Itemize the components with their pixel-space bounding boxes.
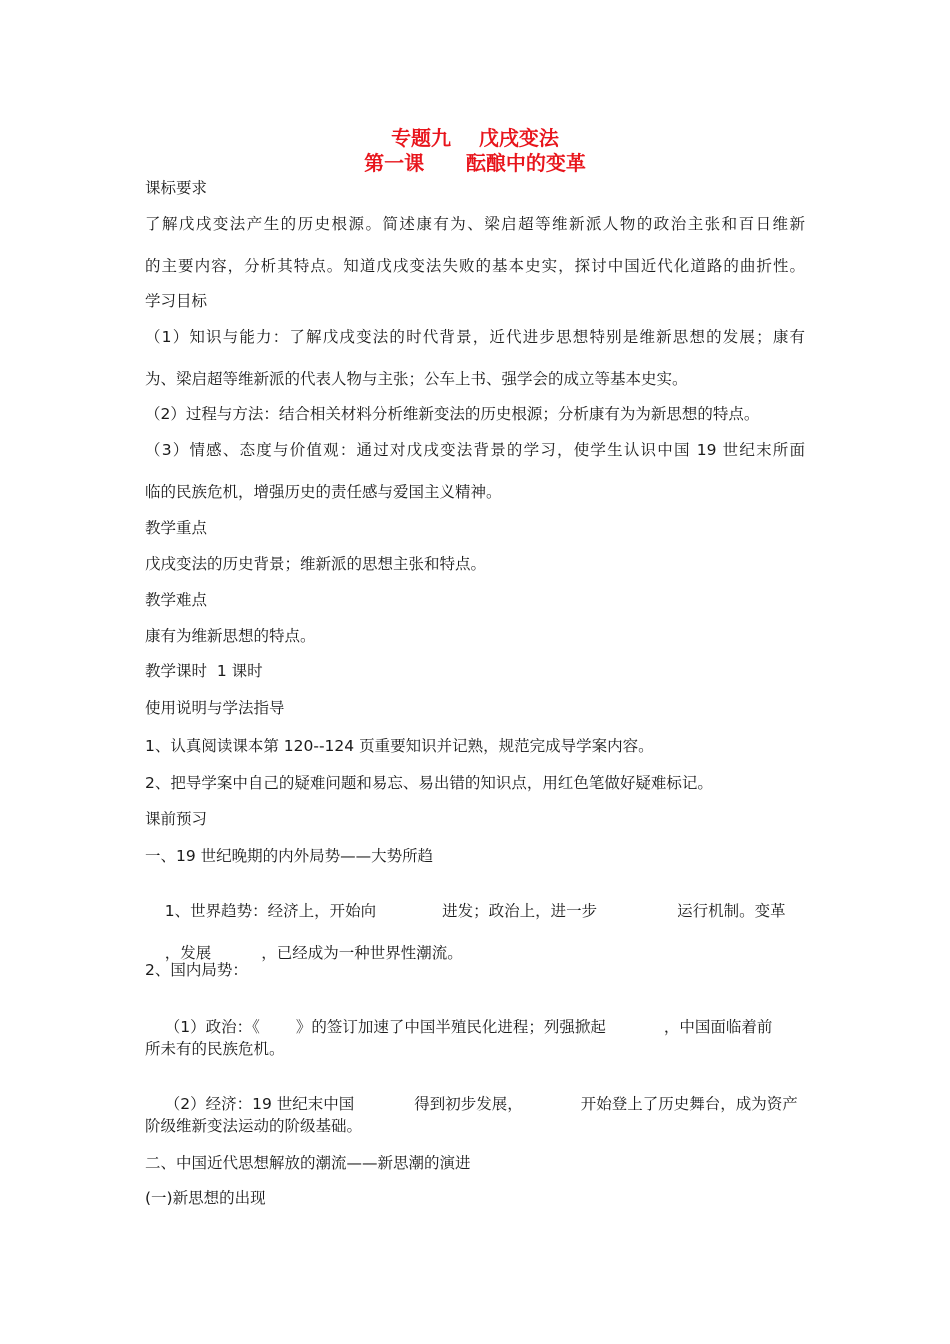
politics-line-2: 所未有的民族危机。	[145, 1040, 285, 1058]
politics-text-1: （1）政治：《	[164, 1018, 260, 1036]
mubiao-item-1b: 为、梁启超等维新派的代表人物与主张；公车上书、强学会的成立等基本史实。	[145, 370, 688, 388]
section-heading-mubiao: 学习目标	[145, 292, 208, 310]
economy-line-2: 阶级维新变法运动的阶级基础。	[145, 1117, 363, 1135]
mubiao-item-3b: 临的民族危机，增强历史的责任感与爱国主义精神。	[145, 483, 502, 501]
mubiao-item-1a: （1）知识与能力：了解戊戌变法的时代背景，近代进步思想特别是维新思想的发展；康有	[145, 328, 805, 346]
part1-heading: 一、19 世纪晚期的内外局势——大势所趋	[145, 847, 434, 865]
part2-subheading-1: (一)新思想的出现	[145, 1189, 266, 1207]
section-heading-yuxi: 课前预习	[145, 810, 208, 828]
mubiao-item-2: （2）过程与方法：结合相关材料分析维新变法的历史根源；分析康有为为新思想的特点。	[145, 405, 760, 423]
keshi-text: 教学课时 1 课时	[145, 662, 263, 680]
zhongdian-text: 戊戌变法的历史背景；维新派的思想主张和特点。	[145, 555, 487, 573]
economy-text-1: （2）经济：19 世纪末中国	[164, 1095, 355, 1113]
kebiao-text-2: 的主要内容，分析其特点。知道戊戌变法失败的基本史实，探讨中国近代化道路的曲折性。	[145, 257, 805, 275]
kebiao-text-1: 了解戊戌变法产生的历史根源。简述康有为、梁启超等维新派人物的政治主张和百日维新	[145, 215, 805, 233]
lesson-title: 第一课 酝酿中的变革	[364, 151, 586, 175]
mubiao-item-3a: （3）情感、态度与价值观：通过对戊戌变法背景的学习，使学生认识中国 19 世纪末所面	[145, 441, 805, 459]
section-heading-nandian: 教学难点	[145, 591, 208, 609]
section-heading-shuoming: 使用说明与学法指导	[145, 699, 285, 717]
world-trend-text-2: 进发；政治上，进一步	[442, 902, 598, 920]
economy-text-2: 得到初步发展，	[414, 1095, 523, 1113]
world-trend-text-3: 运行机制。变革	[677, 902, 786, 920]
part2-heading: 二、中国近代思想解放的潮流——新思潮的演进	[145, 1154, 471, 1172]
economy-text-3: 开始登上了历史舞台，成为资产	[580, 1095, 798, 1113]
world-trend-text-5: ，已经成为一种世界性潮流。	[261, 944, 463, 962]
topic-title: 专题九 戊戌变法	[391, 126, 559, 150]
domestic-heading: 2、国内局势：	[145, 961, 248, 979]
nandian-text: 康有为维新思想的特点。	[145, 627, 316, 645]
section-heading-kebiao: 课标要求	[145, 179, 208, 197]
section-heading-zhongdian: 教学重点	[145, 519, 208, 537]
politics-text-3: ，中国面临着前	[663, 1018, 773, 1036]
politics-text-2: 》的签订加速了中国半殖民化进程；列强掀起	[295, 1018, 606, 1036]
shuoming-item-1: 1、认真阅读课本第 120--124 页重要知识并记熟，规范完成导学案内容。	[145, 737, 654, 755]
world-trend-text-4: ，发展	[164, 944, 212, 962]
world-trend-text-1: 1、世界趋势：经济上，开始向	[164, 902, 377, 920]
shuoming-item-2: 2、把导学案中自己的疑难问题和易忘、易出错的知识点，用红色笔做好疑难标记。	[145, 774, 713, 792]
